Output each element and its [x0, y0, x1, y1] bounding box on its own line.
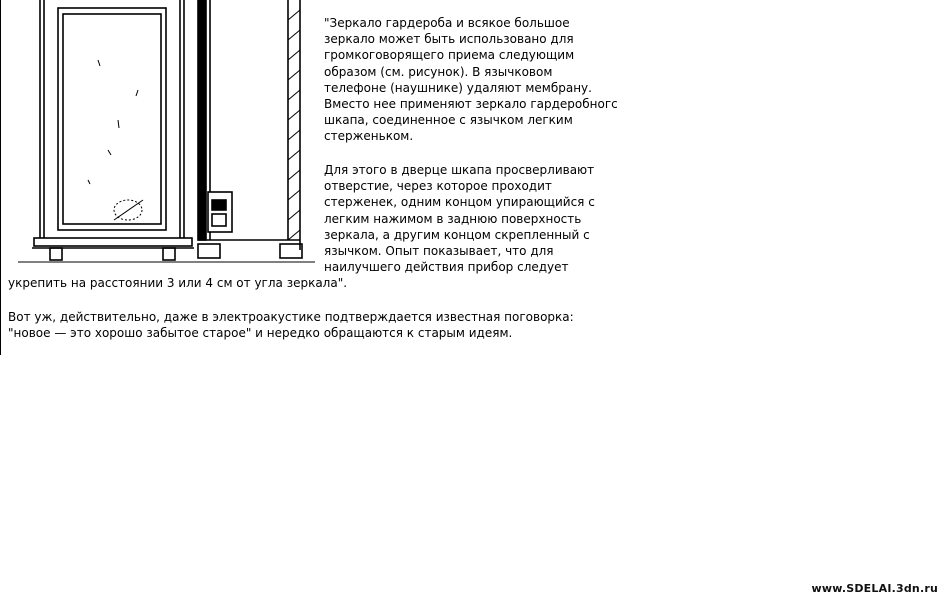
site-watermark: www.SDELAI.3dn.ru: [811, 582, 938, 595]
article-paragraph-3: Вот уж, действительно, даже в электроакустике подтверждается известная поговорка: "новое — это хорошо забытое старое" и нередко обращаются к старым идеям.: [8, 310, 574, 341]
wardrobe-mirror-illustration: [18, 0, 315, 265]
page-left-border: [0, 0, 1, 355]
article-paragraph-2: Для этого в дверце шкапа просверливают отверстие, через которое проходит стерженек, одним концом упирающийся с легким нажимом в заднюю поверхность зеркала, а другим концом скрепленный с язычком. Опыт показывает, что для наилучшего действия прибор следует: [324, 163, 595, 275]
article-paragraph-2-end: укрепить на расстоянии 3 или 4 см от угла зеркала".: [8, 276, 348, 290]
article-paragraph-1: "Зеркало гардероба и всякое большое зеркало может быть использовано для громкоговорящего приема следующим образом (см. рисунок). В язычковом телефоне (наушнике) удаляют мембрану. Вместо нее применяют зеркало гардеробногс шкапа, соединенное с язычком легким стерженьком.: [324, 16, 618, 144]
